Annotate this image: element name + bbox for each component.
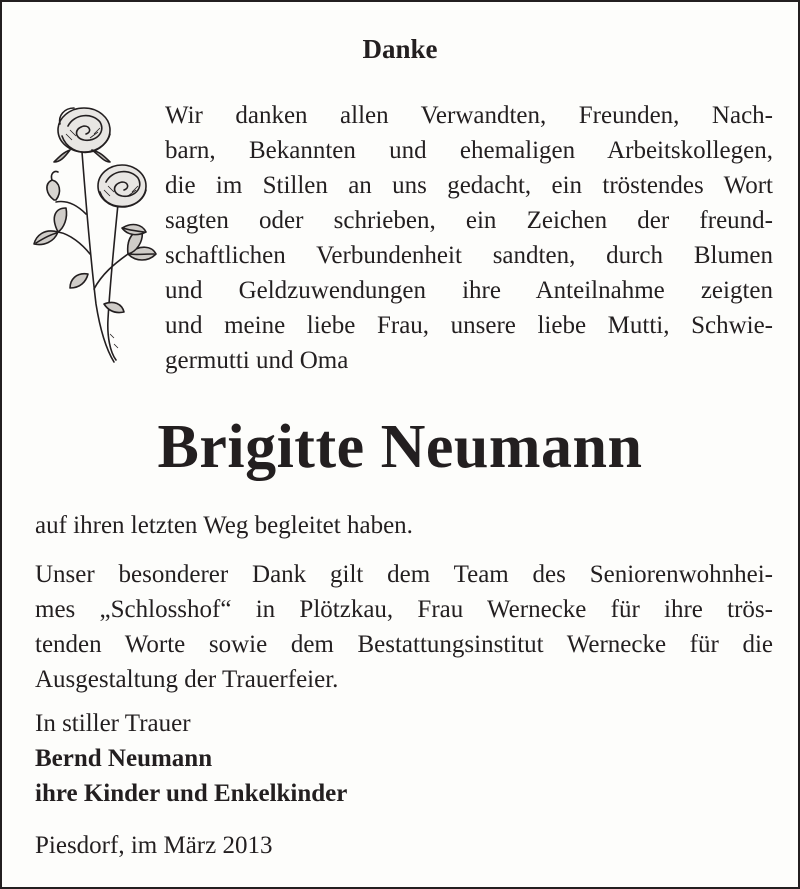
intro-line: Wir danken allen Verwandten, Freunden, Nach- xyxy=(165,102,773,129)
intro-line: die im Stillen an uns gedacht, ein tröstendes Wort xyxy=(165,172,773,199)
thanks-line: tenden Worte sowie dem Bestattungsinstitut Wernecke für die xyxy=(35,631,773,658)
intro-line: germutti und Oma xyxy=(165,347,349,374)
place-date: Piesdorf, im März 2013 xyxy=(35,832,273,859)
signature-intro: In stiller Trauer xyxy=(35,710,191,737)
signature-family: ihre Kinder und Enkelkinder xyxy=(35,780,348,807)
intro-line: barn, Bekannten und ehemaligen Arbeitskollegen, xyxy=(165,137,773,164)
thanks-line: Unser besonderer Dank gilt dem Team des Seniorenwohnhei- xyxy=(35,561,773,588)
intro-line: sagten oder schrieben, ein Zeichen der freund- xyxy=(165,207,773,234)
intro-line: und meine liebe Frau, unsere liebe Mutti, Schwie- xyxy=(165,312,773,339)
intro-paragraph xyxy=(165,98,773,378)
paragraph-gap xyxy=(35,543,773,557)
after-name-line: auf ihren letzten Weg begleitet haben. xyxy=(35,512,413,539)
obituary-notice xyxy=(2,2,798,887)
signature-block xyxy=(35,706,347,811)
thanks-paragraph xyxy=(35,508,773,697)
thanks-line: mes „Schlosshof“ in Plötzkau, Frau Wernecke für ihre trös- xyxy=(35,596,773,623)
intro-line: und Geldzuwendungen ihre Anteilnahme zeigten xyxy=(165,277,773,304)
deceased-name: Brigitte Neumann xyxy=(157,413,643,481)
notice-heading: Danke xyxy=(362,34,438,64)
rose-illustration-icon xyxy=(30,104,158,366)
signature-name: Bernd Neumann xyxy=(35,745,213,772)
thanks-line: Ausgestaltung der Trauerfeier. xyxy=(35,666,339,693)
intro-line: schaftlichen Verbundenheit sandten, durch Blumen xyxy=(165,242,773,269)
